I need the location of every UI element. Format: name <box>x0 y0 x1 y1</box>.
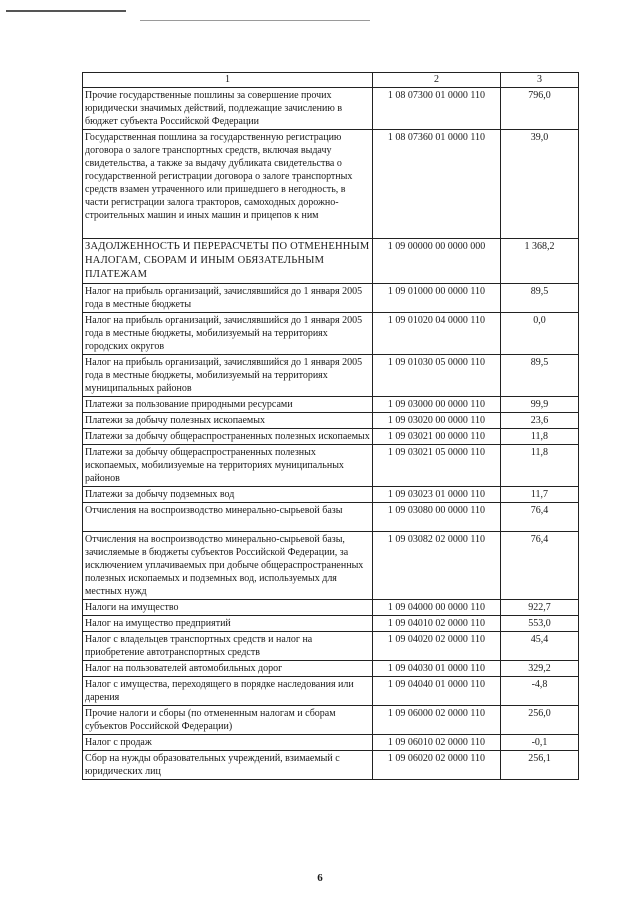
row-name: Платежи за добычу подземных вод <box>83 487 373 503</box>
row-name: Платежи за добычу полезных ископаемых <box>83 413 373 429</box>
row-code: 1 09 06000 02 0000 110 <box>373 706 501 735</box>
table-row <box>83 503 579 532</box>
table-row <box>83 735 579 751</box>
row-name: Налог с владельцев транспортных средств и налог на приобретение автотранспортных средств <box>83 632 373 661</box>
scan-artifact-line <box>6 10 126 12</box>
row-code: 1 09 03021 00 0000 110 <box>373 429 501 445</box>
table-row <box>83 706 579 735</box>
row-value: 23,6 <box>501 413 579 429</box>
row-value: 796,0 <box>501 88 579 130</box>
row-code: 1 09 04010 02 0000 110 <box>373 616 501 632</box>
row-code: 1 09 01020 04 0000 110 <box>373 313 501 355</box>
table-row <box>83 397 579 413</box>
row-value: 45,4 <box>501 632 579 661</box>
row-name: Платежи за добычу общераспространенных полезных ископаемых <box>83 429 373 445</box>
table-row <box>83 445 579 487</box>
row-value: 0,0 <box>501 313 579 355</box>
table-row <box>83 284 579 313</box>
column-header: 2 <box>373 73 501 88</box>
row-code: 1 08 07300 01 0000 110 <box>373 88 501 130</box>
table-row <box>83 677 579 706</box>
row-value: 99,9 <box>501 397 579 413</box>
row-name: Налог с продаж <box>83 735 373 751</box>
row-value: 11,8 <box>501 445 579 487</box>
row-code: 1 09 03000 00 0000 110 <box>373 397 501 413</box>
row-name: Налог на прибыль организаций, зачислявшийся до 1 января 2005 года в местные бюджеты, мобилизуемый на территориях муниципальных районов <box>83 355 373 397</box>
table-row <box>83 487 579 503</box>
row-value: 76,4 <box>501 532 579 600</box>
row-value: 39,0 <box>501 130 579 239</box>
table-row <box>83 661 579 677</box>
row-value: 1 368,2 <box>501 239 579 284</box>
row-name: Налог на прибыль организаций, зачислявшийся до 1 января 2005 года в местные бюджеты <box>83 284 373 313</box>
table-row <box>83 429 579 445</box>
column-header: 3 <box>501 73 579 88</box>
row-name: Налог на имущество предприятий <box>83 616 373 632</box>
table-row <box>83 632 579 661</box>
row-value: 256,1 <box>501 751 579 780</box>
table-row <box>83 413 579 429</box>
row-name: Налоги на имущество <box>83 600 373 616</box>
table-row <box>83 313 579 355</box>
row-code: 1 09 03023 01 0000 110 <box>373 487 501 503</box>
row-name: Налог на пользователей автомобильных дорог <box>83 661 373 677</box>
row-code: 1 09 03021 05 0000 110 <box>373 445 501 487</box>
table-header-row <box>83 73 579 88</box>
row-code: 1 09 03080 00 0000 110 <box>373 503 501 532</box>
row-value: 922,7 <box>501 600 579 616</box>
table-row <box>83 355 579 397</box>
row-code: 1 08 07360 01 0000 110 <box>373 130 501 239</box>
row-value: 89,5 <box>501 355 579 397</box>
row-value: -0,1 <box>501 735 579 751</box>
scan-artifact-line <box>140 20 370 21</box>
row-value: 553,0 <box>501 616 579 632</box>
row-name: Платежи за пользование природными ресурсами <box>83 397 373 413</box>
row-name: Налог с имущества, переходящего в порядке наследования или дарения <box>83 677 373 706</box>
row-code: 1 09 01000 00 0000 110 <box>373 284 501 313</box>
table-row <box>83 616 579 632</box>
table-row <box>83 751 579 780</box>
row-code: 1 09 03020 00 0000 110 <box>373 413 501 429</box>
row-code: 1 09 03082 02 0000 110 <box>373 532 501 600</box>
row-value: -4,8 <box>501 677 579 706</box>
table-row <box>83 88 579 130</box>
row-name: Платежи за добычу общераспространенных полезных ископаемых, мобилизуемые на территориях муниципальных районов <box>83 445 373 487</box>
row-code: 1 09 06020 02 0000 110 <box>373 751 501 780</box>
table-row <box>83 239 579 284</box>
row-value: 76,4 <box>501 503 579 532</box>
row-name: Государственная пошлина за государственную регистрацию договора о залоге транспортных средств, включая выдачу свидетельства, а также за выдачу дубликата свидетельства о государственной регистрации договора о залоге транспортных средств взамен утраченного или пришедшего в негодность, в части регистрации залога тракторов, самоходных дорожно-строительных машин и иных машин и прицепов к ним <box>83 130 373 239</box>
table-row <box>83 532 579 600</box>
revenue-table <box>82 72 579 780</box>
row-name: Прочие налоги и сборы (по отмененным налогам и сборам субъектов Российской Федерации) <box>83 706 373 735</box>
row-name: Налог на прибыль организаций, зачислявшийся до 1 января 2005 года в местные бюджеты, мобилизуемый на территориях городских округов <box>83 313 373 355</box>
row-value: 11,7 <box>501 487 579 503</box>
column-header: 1 <box>83 73 373 88</box>
row-code: 1 09 04030 01 0000 110 <box>373 661 501 677</box>
row-code: 1 09 04020 02 0000 110 <box>373 632 501 661</box>
row-name: Отчисления на воспроизводство минерально-сырьевой базы <box>83 503 373 532</box>
row-code: 1 09 00000 00 0000 000 <box>373 239 501 284</box>
row-name: Сбор на нужды образовательных учреждений, взимаемый с юридических лиц <box>83 751 373 780</box>
row-code: 1 09 06010 02 0000 110 <box>373 735 501 751</box>
row-name: Отчисления на воспроизводство минерально-сырьевой базы, зачисляемые в бюджеты субъектов Российской Федерации, за исключением уплачиваемых при добыче общераспространенных полезных ископаемых и подземных вод, используемых для местных нужд <box>83 532 373 600</box>
row-code: 1 09 04040 01 0000 110 <box>373 677 501 706</box>
row-code: 1 09 04000 00 0000 110 <box>373 600 501 616</box>
row-name: Прочие государственные пошлины за совершение прочих юридически значимых действий, подлежащие зачислению в бюджет субъекта Российской Федерации <box>83 88 373 130</box>
table-row <box>83 600 579 616</box>
page-number: 6 <box>317 872 323 884</box>
table-row <box>83 130 579 239</box>
row-name: ЗАДОЛЖЕННОСТЬ И ПЕРЕРАСЧЕТЫ ПО ОТМЕНЕННЫМ НАЛОГАМ, СБОРАМ И ИНЫМ ОБЯЗАТЕЛЬНЫМ ПЛАТЕЖАМ <box>83 239 373 284</box>
row-value: 89,5 <box>501 284 579 313</box>
row-code: 1 09 01030 05 0000 110 <box>373 355 501 397</box>
row-value: 329,2 <box>501 661 579 677</box>
row-value: 256,0 <box>501 706 579 735</box>
row-value: 11,8 <box>501 429 579 445</box>
